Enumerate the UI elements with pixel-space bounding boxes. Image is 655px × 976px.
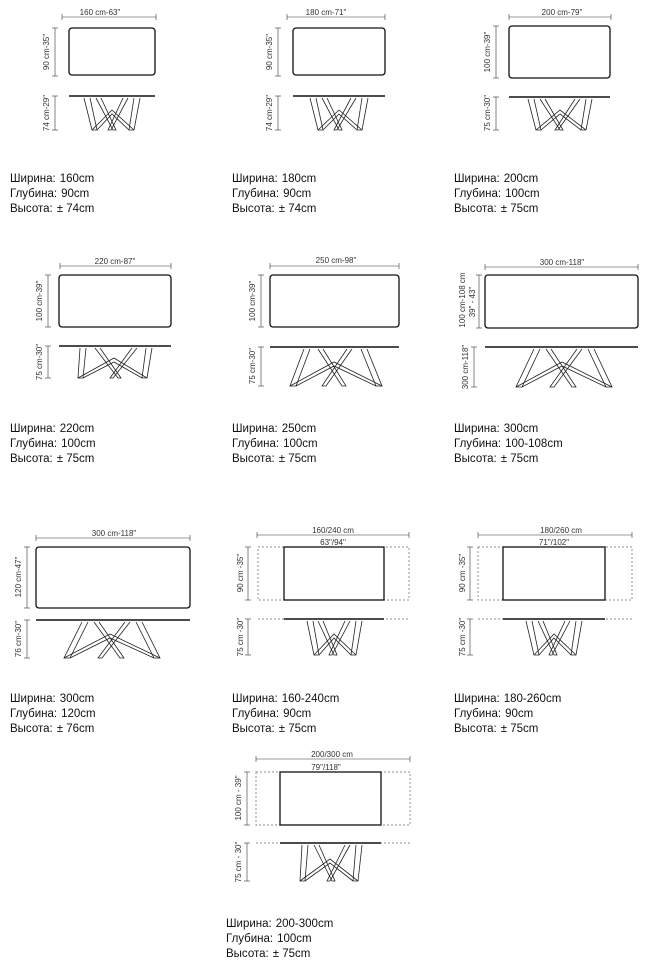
width-label: Ширина: (454, 423, 500, 435)
table-variant-300-extendable-depth (444, 250, 655, 480)
tabletop-top-view (59, 275, 171, 327)
table-side-view (270, 347, 399, 386)
depth-dimension-label: 100 cm - 39" (234, 775, 243, 821)
height-value: ± 75cm (278, 453, 317, 465)
tabletop-top-view (284, 547, 384, 600)
tabletop-top-view (509, 26, 610, 78)
height-dimension-label: 75 cm-30" (483, 94, 492, 132)
width-value: 160-240cm (281, 693, 340, 705)
width-value: 160cm (59, 173, 95, 185)
depth-label: Глубина: (454, 438, 502, 450)
height-value: ± 76cm (56, 723, 95, 735)
width-label: Ширина: (232, 173, 278, 185)
depth-value: 100cm (505, 188, 540, 200)
specs-block (232, 172, 316, 217)
height-value: ± 74cm (278, 203, 317, 215)
width-label: Ширина: (232, 693, 278, 705)
width-dimension-label: 160 cm-63" (79, 8, 121, 17)
width-value: 180cm (281, 173, 317, 185)
depth-label: Глубина: (232, 708, 280, 720)
height-dimension-label: 75 cm-30" (248, 347, 257, 385)
depth-value: 120cm (61, 708, 96, 720)
depth-label: Глубина: (10, 438, 58, 450)
depth-value: 100cm (277, 933, 312, 945)
height-dimension-label: 75 cm -30" (236, 617, 245, 657)
height-value: ± 75cm (272, 948, 311, 960)
table-side-view (36, 620, 190, 658)
width-value: 300cm (59, 693, 95, 705)
specs-block (10, 422, 96, 467)
width-value: 250cm (281, 423, 317, 435)
width-dimension-label: 180 cm-71" (305, 8, 347, 17)
extension-outline (256, 772, 410, 825)
specs-block (232, 422, 318, 467)
table-side-view (293, 96, 385, 130)
table-variant-250 (222, 250, 432, 480)
tabletop-top-view (485, 275, 638, 328)
width-dimension-label: 300 cm-118" (539, 258, 585, 267)
width-value: 200-300cm (275, 918, 334, 930)
depth-label: Глубина: (10, 708, 58, 720)
height-label: Высота: (454, 203, 497, 215)
depth-label: Глубина: (10, 188, 58, 200)
depth-value: 100cm (61, 438, 96, 450)
width-label: Ширина: (454, 693, 500, 705)
depth-dimension-label: 90 cm -35" (458, 553, 467, 593)
height-value: ± 75cm (500, 203, 539, 215)
depth-label: Глубина: (232, 188, 280, 200)
table-side-view (258, 619, 409, 655)
height-label: Высота: (454, 453, 497, 465)
width-dimension-label: 220 cm-87" (94, 257, 136, 266)
specs-block (232, 692, 339, 737)
table-variant-200-300-extendable (220, 745, 440, 976)
width-value: 200cm (503, 173, 539, 185)
width-label: Ширина: (10, 693, 56, 705)
tabletop-top-view (69, 28, 155, 75)
height-dimension-label: 300 cm-118" (461, 344, 470, 390)
width-inches-label: 79"/118" (311, 763, 341, 772)
table-side-view (509, 97, 610, 130)
table-side-view (256, 843, 410, 881)
table-variant-180-260-extendable (444, 520, 655, 750)
height-value: ± 75cm (500, 453, 539, 465)
table-side-view (69, 96, 155, 130)
depth-dimension-label: 100 cm-39" (35, 280, 44, 322)
width-inches-label: 63"/94" (320, 538, 346, 547)
height-label: Высота: (226, 948, 269, 960)
tabletop-top-view (270, 275, 399, 327)
height-label: Высота: (10, 723, 53, 735)
width-value: 300cm (503, 423, 539, 435)
specs-block (454, 422, 563, 467)
tabletop-top-view (280, 772, 381, 825)
table-variant-160-240-extendable (222, 520, 432, 750)
depth-dimension-inches-label: 39" - 43" (468, 286, 477, 318)
depth-dimension-label: 100 cm-108 cm (458, 272, 467, 328)
table-side-view (485, 347, 638, 387)
tabletop-top-view (36, 547, 190, 608)
depth-dimension-label: 100 cm-39" (483, 31, 492, 73)
depth-value: 100-108cm (505, 438, 563, 450)
height-dimension-label: 74 cm-29" (265, 94, 274, 132)
height-value: ± 75cm (56, 453, 95, 465)
width-inches-label: 71"/102" (538, 538, 570, 547)
depth-value: 90cm (283, 188, 312, 200)
height-value: ± 74cm (56, 203, 95, 215)
width-dimension-label: 250 cm-98" (315, 256, 357, 265)
table-variant-200 (444, 0, 655, 220)
tabletop-top-view (503, 547, 605, 600)
width-dimension-label: 180/260 cm (540, 526, 582, 535)
depth-value: 100cm (283, 438, 318, 450)
extension-outline (258, 547, 409, 600)
specs-block (454, 172, 540, 217)
table-side-view (478, 619, 632, 655)
depth-value: 90cm (505, 708, 534, 720)
specs-block (10, 172, 94, 217)
width-value: 220cm (59, 423, 95, 435)
width-label: Ширина: (10, 423, 56, 435)
table-variant-220 (0, 250, 210, 480)
height-label: Высота: (232, 453, 275, 465)
extension-outline (478, 547, 632, 600)
table-variant-300-120 (0, 520, 210, 750)
depth-value: 90cm (283, 708, 312, 720)
depth-dimension-label: 90 cm-35" (42, 33, 51, 71)
depth-dimension-label: 90 cm -35" (236, 553, 245, 593)
height-dimension-label: 75 cm - 30" (234, 841, 243, 883)
depth-label: Глубина: (454, 188, 502, 200)
width-dimension-label: 160/240 cm (312, 526, 354, 535)
depth-dimension-label: 120 cm-47" (14, 556, 23, 598)
width-value: 180-260cm (503, 693, 562, 705)
depth-dimension-label: 100 cm-39" (248, 280, 257, 322)
width-dimension-label: 200 cm-79" (541, 8, 583, 17)
height-dimension-label: 76 cm-30" (14, 620, 23, 658)
height-label: Высота: (10, 453, 53, 465)
depth-dimension-label: 90 cm-35" (265, 33, 274, 71)
table-variant-180 (222, 0, 432, 220)
table-side-view (59, 346, 171, 378)
height-label: Высота: (454, 723, 497, 735)
height-dimension-label: 74 cm-29" (42, 94, 51, 132)
height-dimension-label: 75 cm-30" (35, 343, 44, 381)
height-dimension-label: 75 cm -30" (458, 617, 467, 657)
width-label: Ширина: (232, 423, 278, 435)
depth-label: Глубина: (232, 438, 280, 450)
depth-value: 90cm (61, 188, 90, 200)
table-variant-160 (0, 0, 210, 220)
width-label: Ширина: (10, 173, 56, 185)
width-dimension-label: 300 cm-118" (91, 529, 137, 538)
depth-label: Глубина: (454, 708, 502, 720)
width-label: Ширина: (226, 918, 272, 930)
depth-label: Глубина: (226, 933, 274, 945)
height-label: Высота: (232, 203, 275, 215)
specs-block (226, 917, 333, 962)
height-label: Высота: (232, 723, 275, 735)
height-label: Высота: (10, 203, 53, 215)
width-label: Ширина: (454, 173, 500, 185)
specs-block (10, 692, 96, 737)
width-dimension-label: 200/300 cm (311, 750, 353, 759)
tabletop-top-view (293, 28, 385, 75)
height-value: ± 75cm (500, 723, 539, 735)
height-value: ± 75cm (278, 723, 317, 735)
specs-block (454, 692, 561, 737)
